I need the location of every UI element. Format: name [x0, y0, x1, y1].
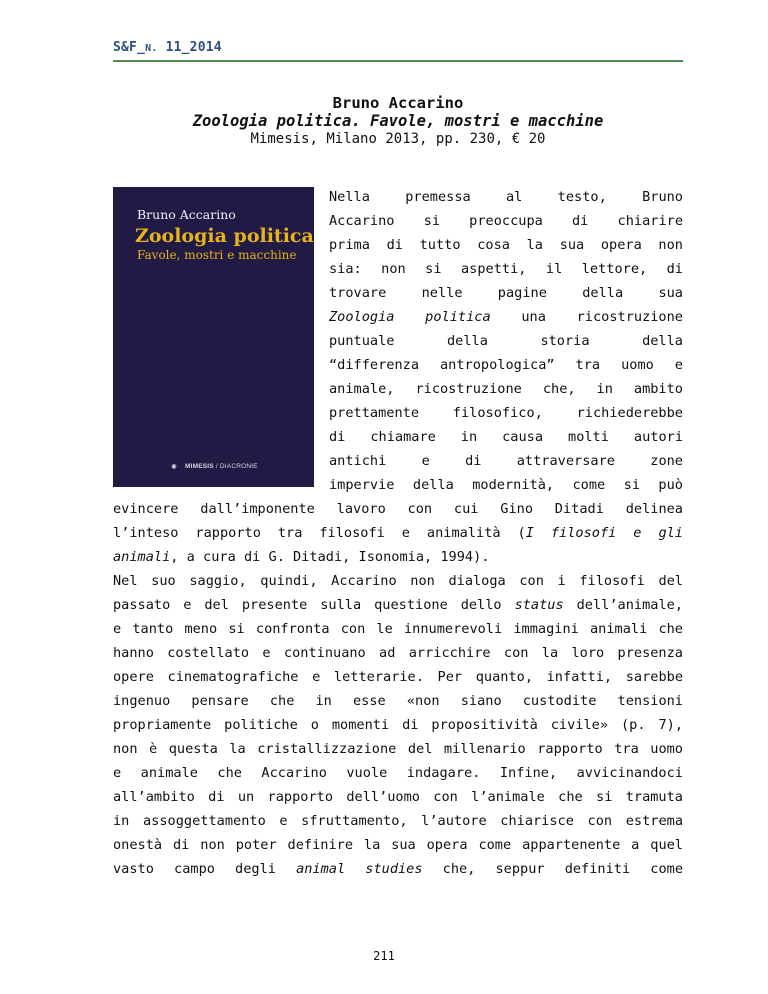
text-line: puntuale della storia della [329, 333, 683, 349]
text-line: ingenuo pensare che in esse «non siano custodite tensioni [113, 693, 683, 709]
text-line: Accarino si preoccupa di chiarire [329, 213, 683, 229]
page-number: 211 [373, 949, 395, 963]
text-line: e tanto meno si confronta con le innumerevoli immagini animali che [113, 621, 683, 637]
text-line: prima di tutto cosa la sua opera non [329, 237, 683, 253]
cover-subtitle: Favole, mostri e macchine [137, 248, 297, 262]
running-header [113, 40, 683, 55]
cover-publisher: MIMESIS / DIACRONIE [185, 463, 258, 470]
text-line: animali, a cura di G. Ditadi, Isonomia, 1994). [113, 549, 490, 565]
text-line: propriamente politiche o momenti di propositività civile» (p. 7), [113, 717, 683, 733]
book-author: Bruno Accarino [332, 94, 464, 112]
text-line: evincere dall’imponente lavoro con cui Gino Ditadi delinea [113, 501, 683, 517]
text-line: trovare nelle pagine della sua [329, 285, 683, 301]
text-line: passato e del presente sulla questione dello status dell’animale, [113, 597, 683, 613]
text-line: di chiamare in causa molti autori [329, 429, 683, 445]
header-rule [113, 60, 683, 62]
book-cover [113, 187, 314, 487]
text-line: antichi e di attraversare zone [329, 453, 683, 469]
book-title: Zoologia politica. Favole, mostri e macchine [192, 112, 604, 130]
text-line: e animale che Accarino vuole indagare. Infine, avvicinandoci [113, 765, 683, 781]
text-line: Zoologia politica una ricostruzione [329, 309, 683, 325]
review-heading [113, 94, 683, 148]
text-line: sia: non si aspetti, il lettore, di [329, 261, 683, 277]
text-line: non è questa la cristallizzazione del millenario rapporto tra uomo [113, 741, 683, 757]
owl-logo-icon: ✺ [171, 463, 177, 471]
text-line: onestà di non poter definire la sua opera come appartenente a quel [113, 837, 683, 853]
text-line: in assoggettamento e sfruttamento, l’autore chiarisce con estrema [113, 813, 683, 829]
text-line: Nel suo saggio, quindi, Accarino non dialoga con i filosofi del [113, 573, 683, 589]
text-line: prettamente filosofico, richiederebbe [329, 405, 683, 421]
journal-label: S&F_N. 11_2014 [113, 40, 222, 55]
text-line: Nella premessa al testo, Bruno [329, 189, 683, 205]
text-line: l’inteso rapporto tra filosofi e animalità (I filosofi e gli [113, 525, 683, 541]
text-line: hanno costellato e continuano ad arricchire con la loro presenza [113, 645, 683, 661]
text-line: vasto campo degli animal studies che, seppur definiti come [113, 861, 683, 877]
publication-info: Mimesis, Milano 2013, pp. 230, € 20 [250, 131, 546, 147]
text-line: opere cinematografiche e letterarie. Per quanto, infatti, sarebbe [113, 669, 683, 685]
cover-title: Zoologia politica [135, 225, 314, 247]
text-line: animale, ricostruzione che, in ambito [329, 381, 683, 397]
italic-fragment: Zoologia politica [329, 309, 491, 325]
text-line: impervie della modernità, come si può [329, 477, 683, 493]
text-line: “differenza antropologica” tra uomo e [329, 357, 683, 373]
text-line: all’ambito di un rapporto dell’uomo con l’animale che si tramuta [113, 789, 683, 805]
cover-author: Bruno Accarino [137, 207, 236, 222]
